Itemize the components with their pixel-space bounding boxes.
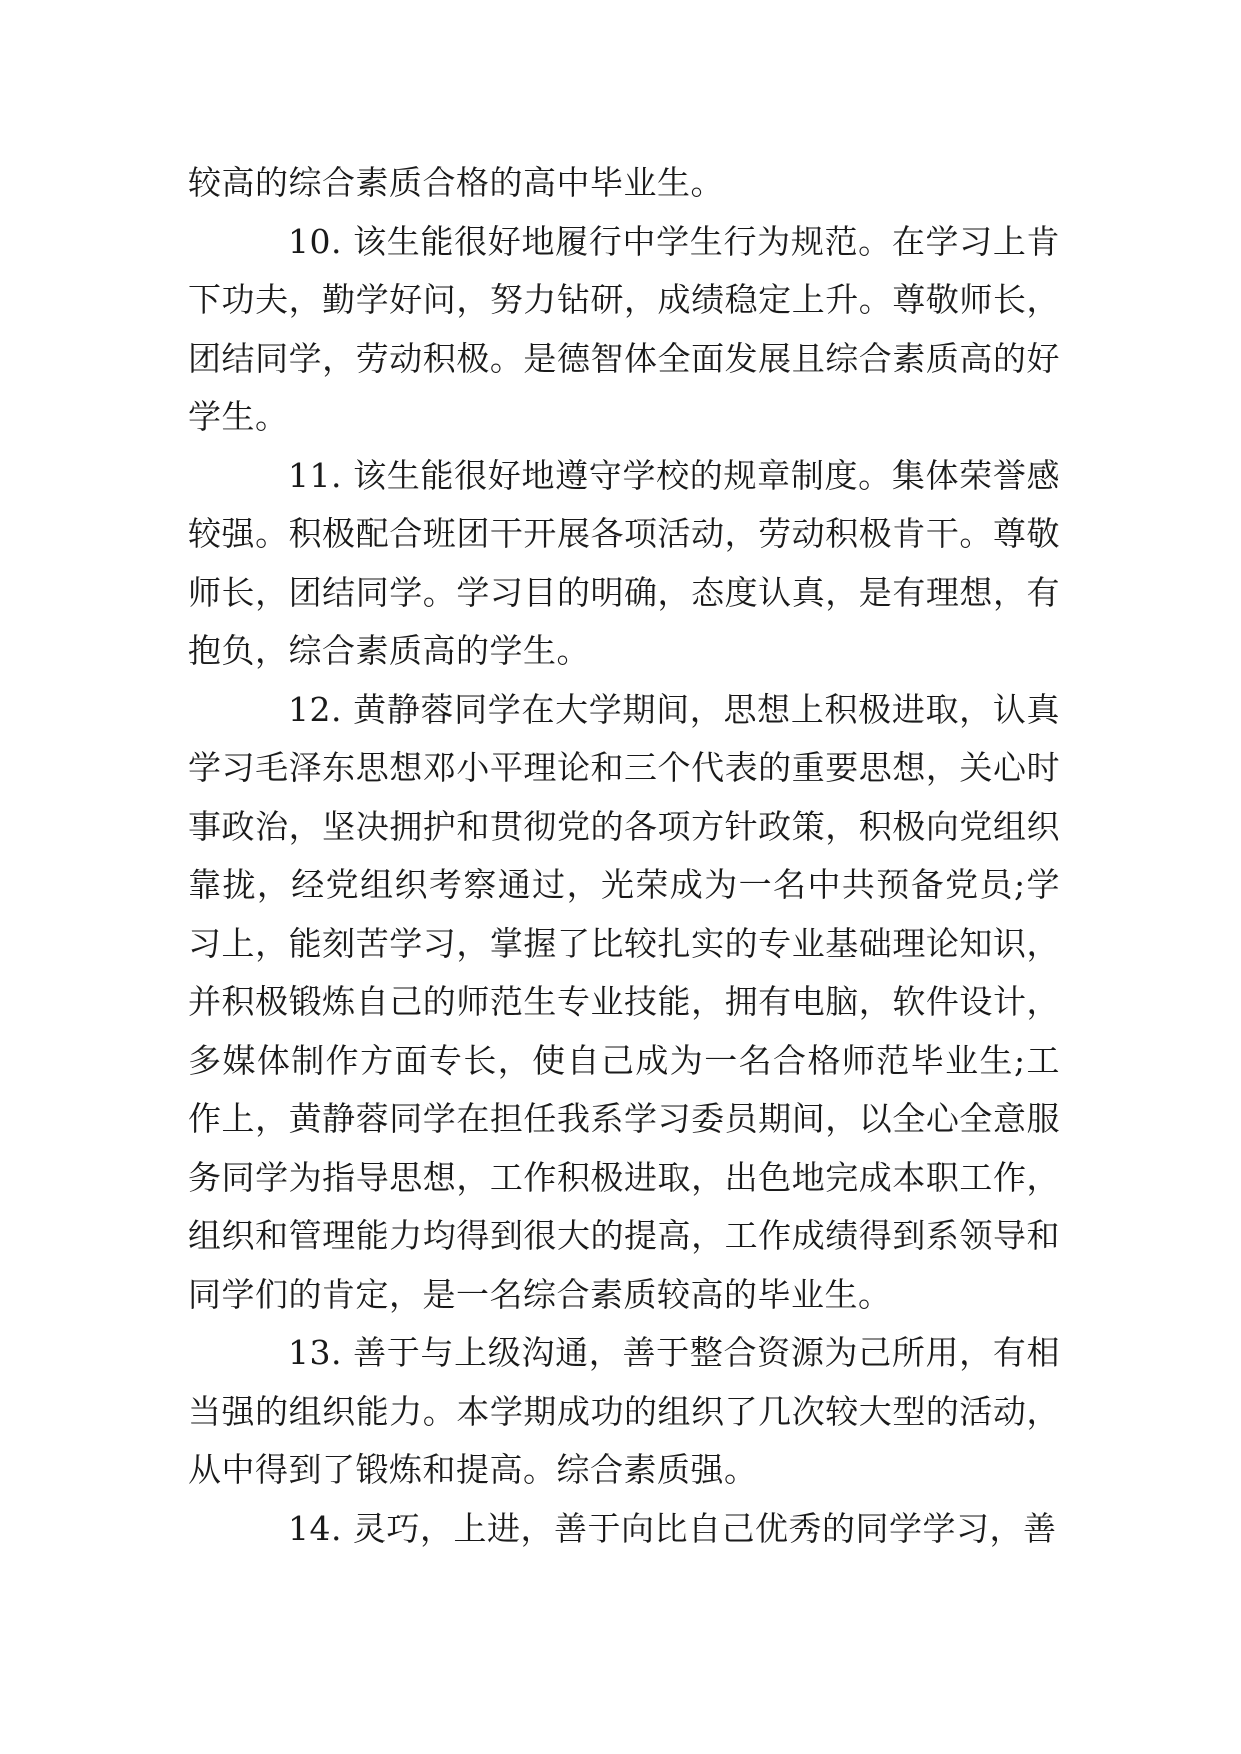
paragraph-item-11: 11. 该生能很好地遵守学校的规章制度。集体荣誉感较强。积极配合班团干开展各项活动，劳动积极肯干。尊敬师长，团结同学。学习目的明确，态度认真，是有理想，有抱负，综合素质高的学生。 (188, 455, 1060, 670)
document-body (188, 154, 1060, 1558)
paragraph-item-12: 12. 黄静蓉同学在大学期间，思想上积极进取，认真学习毛泽东思想邓小平理论和三个代表的重要思想，关心时事政治，坚决拥护和贯彻党的各项方针政策，积极向党组织靠拢，经党组织考察通过，光荣成为一名中共预备党员;学习上，能刻苦学习，掌握了比较扎实的专业基础理论知识，并积极锻炼自己的师范生专业技能，拥有电脑，软件设计，多媒体制作方面专长，使自己成为一名合格师范毕业生;工作上，黄静蓉同学在担任我系学习委员期间，以全心全意服务同学为指导思想，工作积极进取，出色地完成本职工作，组织和管理能力均得到很大的提高，工作成绩得到系领导和同学们的肯定，是一名综合素质较高的毕业生。 (188, 689, 1060, 1314)
paragraph-item-14: 14. 灵巧，上进，善于向比自己优秀的同学学习，善 (288, 1508, 1057, 1548)
paragraph-continuation: 较高的综合素质合格的高中毕业生。 (188, 163, 724, 202)
paragraph-item-13: 13. 善于与上级沟通，善于整合资源为己所用，有相当强的组织能力。本学期成功的组织了几次较大型的活动，从中得到了锻炼和提高。综合素质强。 (188, 1333, 1060, 1489)
paragraph-item-10: 10. 该生能很好地履行中学生行为规范。在学习上肯下功夫，勤学好问，努力钻研，成绩稳定上升。尊敬师长，团结同学，劳动积极。是德智体全面发展且综合素质高的好学生。 (188, 221, 1060, 436)
